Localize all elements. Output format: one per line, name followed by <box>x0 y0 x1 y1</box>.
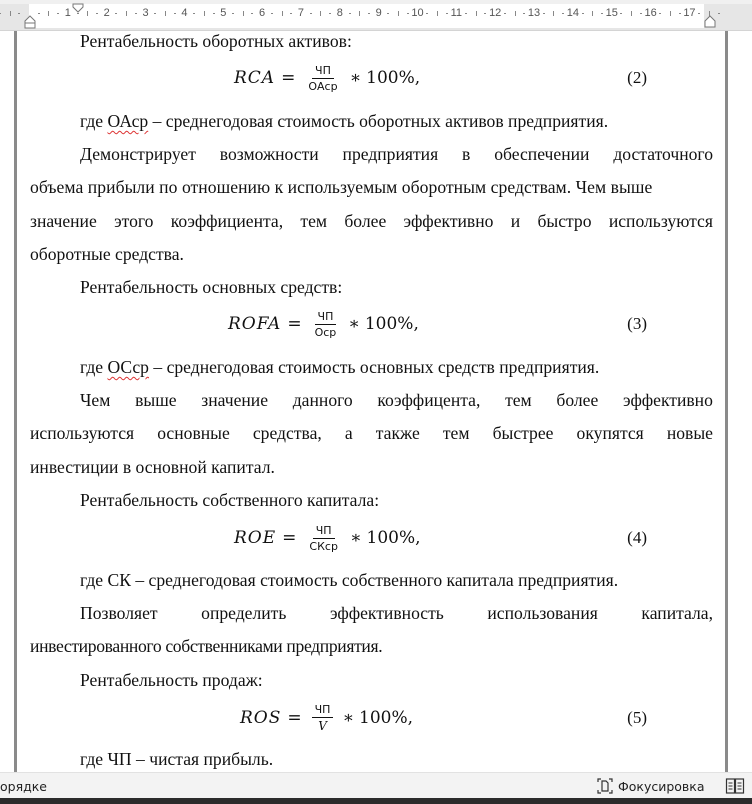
word: Позволяет <box>80 603 158 623</box>
equation-number: (3) <box>627 314 647 333</box>
word: окупятся <box>576 423 644 444</box>
formula-rhs: 100%, <box>364 314 419 334</box>
word: возможности <box>219 144 319 164</box>
word: в <box>462 144 471 164</box>
word: коэффициента, <box>170 210 284 231</box>
word: используются <box>608 210 713 231</box>
ruler-dot <box>174 13 176 14</box>
focus-page-icon <box>596 777 614 795</box>
equation-number: (5) <box>627 708 647 727</box>
ruler-dot <box>426 13 428 14</box>
paragraph-text: где ЧП – чистая прибыль. <box>80 749 274 769</box>
fraction <box>305 64 340 93</box>
formula-multiply: ∗ <box>349 528 362 548</box>
paragraph-text: Рентабельность основных средств: <box>80 277 343 297</box>
formula-body <box>228 302 419 346</box>
word: быстро <box>537 210 592 231</box>
paragraph-rofa-description <box>30 384 713 484</box>
ruler-dot <box>193 13 195 14</box>
paragraph-text: Рентабельность собственного капитала: <box>80 490 380 510</box>
paragraph-line: инвестиции в основной капитал. <box>30 456 275 477</box>
formula-equals: = <box>287 708 302 728</box>
word: более <box>344 210 387 231</box>
ruler-dot <box>620 13 622 14</box>
paragraph-line: инвестированного собственниками предприятия. <box>30 636 383 657</box>
ruler-dot <box>582 13 584 14</box>
paragraph-text: Рентабельность оборотных активов: <box>80 31 352 51</box>
formula-lhs: ROE <box>234 528 277 548</box>
ruler-dot <box>601 13 603 14</box>
page-left-edge <box>14 31 17 772</box>
paragraph-oacp-definition <box>30 105 713 138</box>
word: более <box>556 390 599 410</box>
ruler-tick <box>87 11 88 16</box>
ruler-number: 1 <box>64 7 71 19</box>
text-run: – среднегодовая стоимость оборотных активов предприятия. <box>148 111 609 131</box>
ruler-tick <box>10 11 11 16</box>
formula-multiply: ∗ <box>349 68 362 88</box>
text-run: где <box>80 357 108 377</box>
ruler-number: 3 <box>142 7 149 19</box>
first-line-indent-marker-icon[interactable] <box>72 3 84 13</box>
formula-equals: = <box>287 314 302 334</box>
ruler-number: 8 <box>336 7 343 19</box>
paragraph-rca-description <box>30 138 713 271</box>
ruler-dot <box>543 13 545 14</box>
formula-body <box>234 56 420 100</box>
ruler-tick <box>243 11 244 16</box>
word: данного <box>292 390 353 410</box>
ruler-number: 4 <box>181 7 188 19</box>
justified-line <box>30 597 713 630</box>
ruler-dot <box>77 13 79 14</box>
ruler-tick <box>592 11 593 16</box>
fraction-numerator: ЧП <box>312 703 334 718</box>
word: определить <box>201 603 287 623</box>
ruler-dot <box>290 13 292 14</box>
ruler-dot <box>465 13 467 14</box>
ruler-dot <box>271 13 273 14</box>
formula-multiply: ∗ <box>342 708 355 728</box>
ruler-number: 13 <box>527 7 541 19</box>
ruler-dot <box>484 13 486 14</box>
paragraph-text: где СК – среднегодовая стоимость собственного капитала предприятия. <box>80 570 619 590</box>
word: и <box>510 210 521 231</box>
formula-lhs: ROS <box>240 708 282 728</box>
formula-body <box>240 696 413 740</box>
ruler-dot <box>504 13 506 14</box>
word: эффективность <box>329 603 444 623</box>
ruler-dot <box>407 13 409 14</box>
ruler-dot <box>387 13 389 14</box>
fraction <box>306 524 341 553</box>
document-body[interactable] <box>30 31 713 772</box>
ruler-number: 10 <box>411 7 424 19</box>
paragraph-ck-definition <box>30 564 713 597</box>
taskbar-edge <box>0 798 752 804</box>
ruler-number: 7 <box>297 7 304 19</box>
ruler-number: 12 <box>489 7 502 19</box>
ruler-tick <box>631 11 632 16</box>
paragraph-chp-definition <box>30 743 713 772</box>
fraction-denominator: V <box>318 719 327 733</box>
fraction-numerator: ЧП <box>312 64 334 79</box>
word: значение <box>201 390 269 410</box>
word: эффективно <box>403 210 494 231</box>
word: эффективно <box>623 390 713 410</box>
word: использования <box>487 603 598 623</box>
fraction <box>312 310 340 339</box>
word: значение <box>30 210 97 231</box>
ruler-tick <box>359 11 360 16</box>
word: коэффицента, <box>377 390 481 410</box>
word: Демонстрирует <box>80 144 196 164</box>
ruler-number: 5 <box>220 7 227 19</box>
justified-line <box>30 384 713 417</box>
right-indent-marker-icon[interactable] <box>704 15 716 29</box>
fraction-denominator: СКср <box>309 539 338 553</box>
ruler-dot <box>232 13 234 14</box>
ruler-number: 16 <box>644 7 657 19</box>
ruler-dot <box>523 13 525 14</box>
ruler-number: 15 <box>605 7 618 19</box>
ruler-dot <box>115 13 117 14</box>
word: этого <box>114 210 154 231</box>
paragraph-line: оборотные средства. <box>30 243 184 264</box>
ruler-tick <box>437 11 438 16</box>
paragraph-ros-heading <box>30 664 713 697</box>
page-right-edge <box>725 31 728 772</box>
word: предприятия <box>342 144 439 164</box>
formula-equals: = <box>282 528 297 548</box>
justified-line <box>30 138 713 171</box>
ruler-dot <box>349 13 351 14</box>
formula-2 <box>30 56 713 100</box>
ruler-tick <box>165 11 166 16</box>
paragraph-rca-heading <box>30 31 713 58</box>
word: достаточного <box>613 144 713 164</box>
status-text[interactable]: орядке <box>0 779 47 794</box>
word: тем <box>300 210 328 231</box>
ruler-dot <box>18 13 20 14</box>
ruler-dot <box>213 13 215 14</box>
formula-rhs: 100%, <box>359 708 414 728</box>
word: выше <box>135 390 177 410</box>
text-run: где <box>80 111 108 131</box>
ruler-dot <box>659 13 661 14</box>
ruler-dot <box>718 13 720 14</box>
ruler-number: 9 <box>375 7 382 19</box>
formula-rhs: 100%, <box>366 528 421 548</box>
ruler-dot <box>368 13 370 14</box>
ruler-tick <box>126 11 127 16</box>
word: используются <box>30 423 135 444</box>
ruler-dot <box>154 13 156 14</box>
spellcheck-underlined-word[interactable]: ОАср <box>107 111 149 131</box>
ruler-dot <box>57 13 59 14</box>
focus-mode-button[interactable] <box>596 776 705 796</box>
word: быстрее <box>492 423 554 444</box>
focus-mode-label: Фокусировка <box>618 778 705 794</box>
ruler-tick <box>282 11 283 16</box>
status-bar <box>0 772 752 799</box>
ruler-dot <box>251 13 253 14</box>
word: обеспечении <box>494 144 590 164</box>
ruler-number: 2 <box>103 7 110 19</box>
paragraph-text <box>30 351 713 384</box>
ruler-number: 17 <box>683 7 696 19</box>
paragraph-text <box>30 105 713 138</box>
word: новые <box>666 423 713 444</box>
ruler-tick <box>670 11 671 16</box>
ruler-dot <box>135 13 137 14</box>
fraction-denominator: Оср <box>314 325 337 339</box>
formula-rhs: 100%, <box>366 68 421 88</box>
fraction-numerator: ЧП <box>313 524 335 539</box>
word: также <box>375 423 420 444</box>
word: основные <box>157 423 230 444</box>
ruler-number: 11 <box>450 7 463 19</box>
ruler-dot <box>310 13 312 14</box>
formula-3 <box>30 302 713 346</box>
ruler-dot <box>446 13 448 14</box>
ruler-tick <box>204 11 205 16</box>
formula-lhs: ROFA <box>228 314 282 334</box>
paragraph-roe-description <box>30 597 713 664</box>
ruler-tick <box>476 11 477 16</box>
spellcheck-underlined-word[interactable]: ОСср <box>107 357 149 377</box>
ruler-dot <box>698 13 700 14</box>
word: тем <box>505 390 532 410</box>
ruler-number: 14 <box>566 7 580 19</box>
word: а <box>344 423 353 444</box>
fraction-denominator: ОАср <box>308 79 338 93</box>
hanging-indent-marker-icon[interactable] <box>24 15 36 29</box>
book-open-icon[interactable] <box>725 777 745 795</box>
equation-number: (4) <box>627 528 647 547</box>
formula-4 <box>30 516 713 560</box>
text-run: – среднегодовая стоимость основных средств предприятия. <box>148 357 600 377</box>
word: Чем <box>80 390 111 410</box>
ruler-tick <box>398 11 399 16</box>
justified-line <box>30 205 713 238</box>
formula-5 <box>30 696 713 740</box>
ruler-tick <box>553 11 554 16</box>
ruler-dot <box>640 13 642 14</box>
fraction <box>312 703 334 733</box>
ruler-dot <box>679 13 681 14</box>
paragraph-occp-definition <box>30 351 713 384</box>
word: тем <box>442 423 470 444</box>
word: средства, <box>252 423 322 444</box>
ruler-tick <box>320 11 321 16</box>
ruler-tick <box>48 11 49 16</box>
horizontal-ruler[interactable] <box>0 0 752 31</box>
fraction-numerator: ЧП <box>315 310 337 325</box>
ruler-dot <box>562 13 564 14</box>
word: капитала, <box>641 603 713 623</box>
ruler-dot <box>0 13 1 14</box>
ruler-number: 6 <box>259 7 266 19</box>
formula-equals: = <box>281 68 296 88</box>
ruler-dot <box>96 13 98 14</box>
ruler-dot <box>329 13 331 14</box>
formula-body <box>234 516 421 560</box>
ruler-dot <box>38 13 40 14</box>
paragraph-rofa-heading <box>30 271 713 304</box>
justified-line <box>30 417 713 450</box>
ruler-tick <box>515 11 516 16</box>
paragraph-roe-heading <box>30 484 713 517</box>
paragraph-text: Рентабельность продаж: <box>80 670 263 690</box>
equation-number: (2) <box>627 68 647 87</box>
ruler-text-area <box>29 4 704 28</box>
formula-multiply: ∗ <box>348 314 360 334</box>
paragraph-line: объема прибыли по отношению к используемым оборотным средствам. Чем выше <box>30 177 653 198</box>
formula-lhs: RCA <box>234 68 276 88</box>
